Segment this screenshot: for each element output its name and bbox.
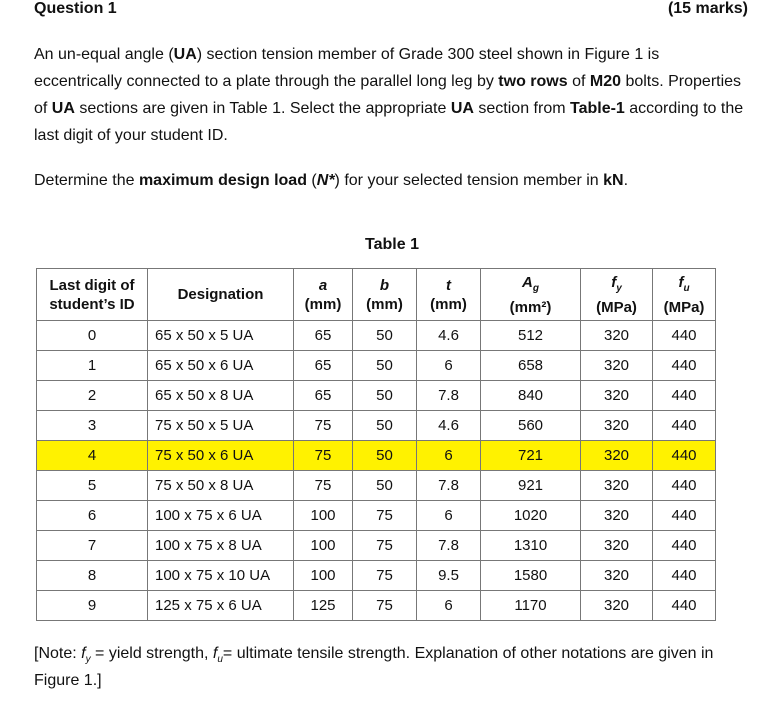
cell-b: 50 <box>353 321 417 351</box>
table-row <box>37 531 716 561</box>
header-designation: Designation <box>148 269 294 321</box>
cell-digit: 4 <box>37 441 148 471</box>
cell-fu: 440 <box>653 321 716 351</box>
cell-digit: 0 <box>37 321 148 351</box>
cell-t: 6 <box>417 351 481 381</box>
table-row <box>37 471 716 501</box>
cell-t: 4.6 <box>417 411 481 441</box>
cell-fy: 320 <box>581 441 653 471</box>
cell-b: 75 <box>353 501 417 531</box>
cell-designation: 100 x 75 x 6 UA <box>148 501 294 531</box>
header-b: b (mm) <box>353 269 417 321</box>
cell-b: 75 <box>353 591 417 621</box>
cell-b: 50 <box>353 381 417 411</box>
cell-a: 65 <box>294 381 353 411</box>
header-ag: $A_g$ (mm²) <box>481 269 581 321</box>
table-row <box>37 351 716 381</box>
cell-ag: 1020 <box>481 501 581 531</box>
cell-ag: 840 <box>481 381 581 411</box>
cell-a: 100 <box>294 531 353 561</box>
cell-fy: 320 <box>581 471 653 501</box>
cell-ag: 1310 <box>481 531 581 561</box>
cell-t: 7.8 <box>417 381 481 411</box>
header-fu: $f_u$ (MPa) <box>653 269 716 321</box>
cell-digit: 5 <box>37 471 148 501</box>
question-paragraph-2: Determine the maximum design load (N*) for your selected tension member in kN. <box>34 172 629 189</box>
cell-digit: 2 <box>37 381 148 411</box>
cell-t: 6 <box>417 441 481 471</box>
cell-b: 50 <box>353 411 417 441</box>
question-title: Question 1 <box>34 0 117 17</box>
cell-fy: 320 <box>581 501 653 531</box>
cell-fu: 440 <box>653 531 716 561</box>
cell-t: 6 <box>417 501 481 531</box>
header-t: t (mm) <box>417 269 481 321</box>
cell-designation: 125 x 75 x 6 UA <box>148 591 294 621</box>
header-a: a (mm) <box>294 269 353 321</box>
cell-ag: 721 <box>481 441 581 471</box>
cell-digit: 3 <box>37 411 148 441</box>
question-header <box>34 0 748 24</box>
cell-fu: 440 <box>653 441 716 471</box>
table-row <box>37 501 716 531</box>
cell-fy: 320 <box>581 561 653 591</box>
table-row <box>37 441 716 471</box>
table-row <box>37 561 716 591</box>
section-properties-table <box>36 268 716 621</box>
cell-designation: 100 x 75 x 10 UA <box>148 561 294 591</box>
cell-designation: 75 x 50 x 5 UA <box>148 411 294 441</box>
cell-ag: 560 <box>481 411 581 441</box>
cell-fy: 320 <box>581 411 653 441</box>
cell-a: 100 <box>294 561 353 591</box>
cell-designation: 75 x 50 x 8 UA <box>148 471 294 501</box>
cell-t: 7.8 <box>417 531 481 561</box>
cell-ag: 1170 <box>481 591 581 621</box>
table-row <box>37 591 716 621</box>
table-row <box>37 381 716 411</box>
cell-a: 65 <box>294 351 353 381</box>
table-header-row <box>37 269 716 321</box>
cell-ag: 921 <box>481 471 581 501</box>
cell-ag: 658 <box>481 351 581 381</box>
cell-b: 50 <box>353 351 417 381</box>
cell-b: 75 <box>353 531 417 561</box>
cell-designation: 65 x 50 x 8 UA <box>148 381 294 411</box>
cell-a: 65 <box>294 321 353 351</box>
cell-designation: 100 x 75 x 8 UA <box>148 531 294 561</box>
cell-b: 50 <box>353 471 417 501</box>
cell-fu: 440 <box>653 471 716 501</box>
header-fy: $f_y$ (MPa) <box>581 269 653 321</box>
cell-fy: 320 <box>581 381 653 411</box>
cell-fy: 320 <box>581 351 653 381</box>
cell-a: 75 <box>294 411 353 441</box>
cell-a: 75 <box>294 471 353 501</box>
cell-ag: 1580 <box>481 561 581 591</box>
cell-fu: 440 <box>653 381 716 411</box>
cell-t: 9.5 <box>417 561 481 591</box>
cell-b: 75 <box>353 561 417 591</box>
table-note: [Note: $f_y$ = yield strength, $f_u=$ ultimate tensile strength. Explanation of other notations are given in Figure 1.] <box>34 645 714 690</box>
cell-a: 75 <box>294 441 353 471</box>
cell-designation: 65 x 50 x 5 UA <box>148 321 294 351</box>
cell-t: 6 <box>417 591 481 621</box>
cell-digit: 1 <box>37 351 148 381</box>
cell-t: 7.8 <box>417 471 481 501</box>
table-row <box>37 411 716 441</box>
cell-designation: 65 x 50 x 6 UA <box>148 351 294 381</box>
cell-ag: 512 <box>481 321 581 351</box>
cell-fu: 440 <box>653 411 716 441</box>
cell-fy: 320 <box>581 531 653 561</box>
table-row <box>37 321 716 351</box>
cell-digit: 6 <box>37 501 148 531</box>
header-last-digit: Last digit of student’s ID <box>37 269 148 321</box>
cell-b: 50 <box>353 441 417 471</box>
cell-fu: 440 <box>653 501 716 531</box>
question-paragraph-1: An un-equal angle (UA) section tension member of Grade 300 steel shown in Figure 1 is eccentrically connected to a plate through the parallel long leg by two rows of M20 bolts. Properties of UA sections are given in Table 1. Select the appropriate UA section from Table-1 according to the last digit of your student ID. <box>34 46 744 144</box>
cell-digit: 8 <box>37 561 148 591</box>
cell-designation: 75 x 50 x 6 UA <box>148 441 294 471</box>
cell-t: 4.6 <box>417 321 481 351</box>
cell-fy: 320 <box>581 321 653 351</box>
cell-digit: 9 <box>37 591 148 621</box>
cell-fu: 440 <box>653 591 716 621</box>
cell-a: 100 <box>294 501 353 531</box>
cell-fu: 440 <box>653 561 716 591</box>
cell-fy: 320 <box>581 591 653 621</box>
cell-fu: 440 <box>653 351 716 381</box>
question-marks: (15 marks) <box>667 0 748 17</box>
cell-a: 125 <box>294 591 353 621</box>
table-caption: Table 1 <box>365 236 419 253</box>
cell-digit: 7 <box>37 531 148 561</box>
